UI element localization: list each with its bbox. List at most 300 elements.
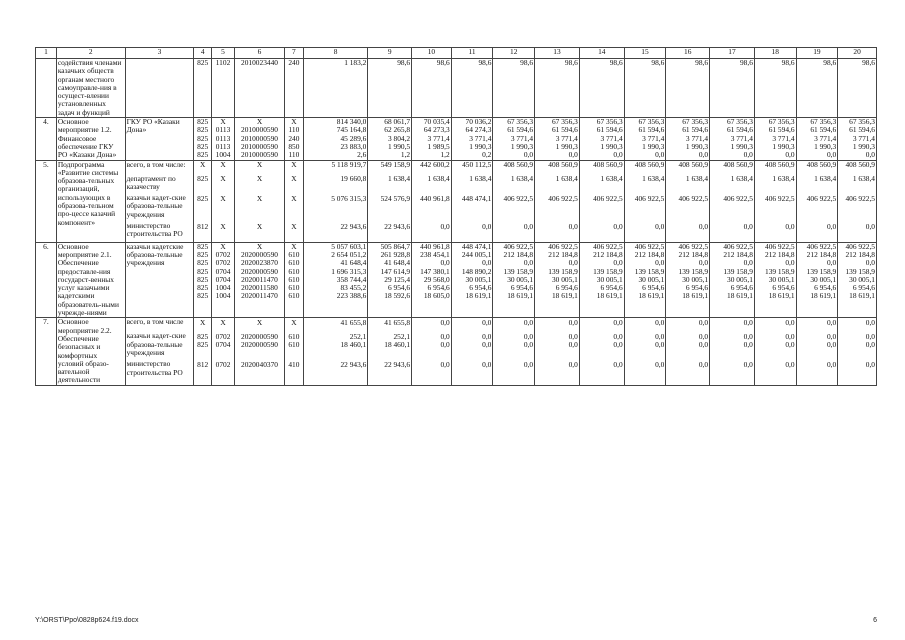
cell-value: 3 771,4 xyxy=(730,133,753,143)
value-cell xyxy=(412,160,452,242)
value-cell xyxy=(285,160,304,242)
cell-value: 139 158,9 xyxy=(634,266,665,276)
cell-value: 0,0 xyxy=(655,258,665,268)
value-cell xyxy=(412,318,452,385)
cell-value: 1004 xyxy=(215,291,231,301)
cell-value: 18 460,1 xyxy=(340,340,367,350)
cell-value: 41 648,4 xyxy=(384,258,411,268)
cell-value: 2020011470 xyxy=(241,291,278,301)
cell-value: 18 619,1 xyxy=(551,291,578,301)
cell-value: 812 xyxy=(197,221,209,231)
table-row xyxy=(36,59,877,118)
cell-value: 825 xyxy=(197,340,209,350)
cell-value: 139 158,9 xyxy=(806,266,837,276)
measure-name: Основное мероприятие 1.2. Финансовое обеспечение ГКУ РО «Казаки Дона» xyxy=(56,118,125,160)
value-cell xyxy=(710,118,755,160)
value-cell xyxy=(754,318,796,385)
cell-value: 406 922,5 xyxy=(765,193,795,203)
cell-value: X xyxy=(220,221,226,231)
value-cell xyxy=(368,242,412,318)
value-cell xyxy=(451,242,493,318)
cell-value: 825 xyxy=(197,274,209,284)
cell-value: 98,6 xyxy=(520,58,534,67)
cell-value: 825 xyxy=(197,174,209,184)
value-cell xyxy=(303,118,368,160)
value-cell xyxy=(838,59,877,118)
cell-value: 0,0 xyxy=(826,150,837,160)
cell-value: 6 954,6 xyxy=(642,283,665,293)
cell-value: 825 xyxy=(197,266,209,276)
cell-value: 3 771,4 xyxy=(852,133,875,143)
value-cell xyxy=(624,118,666,160)
cell-value: X xyxy=(256,221,263,231)
cell-value: 825 xyxy=(197,58,209,67)
cell-value: 0,0 xyxy=(785,331,795,341)
cell-value: 0,0 xyxy=(523,359,534,369)
column-header: 14 xyxy=(579,48,624,59)
cell-value: X xyxy=(220,193,226,203)
value-cell xyxy=(754,160,796,242)
cell-value: 240 xyxy=(288,58,300,67)
value-cell xyxy=(838,118,877,160)
cell-value: 147 380,1 xyxy=(420,266,450,276)
value-cell xyxy=(368,160,412,242)
cell-value: 0,0 xyxy=(865,221,875,231)
cell-value: 825 xyxy=(197,150,209,160)
cell-value: 2,6 xyxy=(357,150,367,160)
value-cell xyxy=(579,242,624,318)
cell-value: 62 265,8 xyxy=(384,125,411,135)
cell-value: 0,0 xyxy=(865,331,875,341)
cell-value: 448 474,1 xyxy=(461,193,492,203)
cell-value: 22 943,6 xyxy=(384,359,411,369)
cell-value: 139 158,9 xyxy=(678,266,709,276)
value-cell xyxy=(412,242,452,318)
measure-name: содействия членами казачьих обществ органам местного самоуправле-ния в осущест-влении установленных задач и функций xyxy=(56,59,125,118)
value-cell xyxy=(493,318,535,385)
value-cell xyxy=(579,59,624,118)
cell-value: 0702 xyxy=(215,249,231,259)
cell-value: 610 xyxy=(288,258,300,268)
value-cell xyxy=(451,59,493,118)
cell-value: 1102 xyxy=(215,58,231,67)
header-row xyxy=(36,48,877,59)
executor-cell: ГКУ РО «Казаки Дона» xyxy=(125,118,194,160)
cell-value: 3 804,2 xyxy=(387,133,411,143)
value-cell xyxy=(493,242,535,318)
cell-value: 0,0 xyxy=(743,359,753,369)
cell-value: 0,0 xyxy=(482,340,492,350)
cell-value: 3 771,4 xyxy=(642,133,665,143)
cell-value: 0,0 xyxy=(865,317,875,327)
cell-value: 3 771,4 xyxy=(469,133,492,143)
column-header: 5 xyxy=(212,48,235,59)
value-cell xyxy=(838,242,877,318)
cell-value: 524 576,9 xyxy=(380,193,411,203)
cell-value: 1 990,3 xyxy=(469,141,492,151)
cell-value: 0,0 xyxy=(482,221,492,231)
cell-value: 0,0 xyxy=(826,331,837,341)
cell-value: 3 771,4 xyxy=(814,133,837,143)
cell-value: 61 594,6 xyxy=(768,125,795,135)
cell-value: 0,0 xyxy=(698,317,709,327)
cell-value: 1 990,3 xyxy=(852,141,875,151)
cell-value: X xyxy=(220,317,226,327)
cell-value: 0702 xyxy=(215,331,231,341)
value-cell xyxy=(535,59,580,118)
cell-value: 1 638,4 xyxy=(510,174,534,184)
column-header: 11 xyxy=(451,48,493,59)
cell-value: 45 289,6 xyxy=(340,133,367,143)
value-cell xyxy=(194,318,212,385)
cell-value: 406 922,5 xyxy=(806,242,837,251)
cell-value: 0,0 xyxy=(698,258,709,268)
cell-value: 3 771,4 xyxy=(600,133,623,143)
value-cell xyxy=(368,59,412,118)
cell-value: 61 594,6 xyxy=(551,125,578,135)
cell-value: 0,0 xyxy=(785,359,795,369)
cell-value: X xyxy=(291,174,297,184)
cell-value: 0113 xyxy=(215,125,231,135)
cell-value: 98,6 xyxy=(695,58,709,67)
cell-value: 406 922,5 xyxy=(723,242,753,251)
cell-value: 0,0 xyxy=(568,258,578,268)
cell-value: 1 990,3 xyxy=(685,141,709,151)
value-cell xyxy=(838,318,877,385)
cell-value: 610 xyxy=(288,340,300,350)
executor-group: министерство строительства РО xyxy=(126,359,183,377)
cell-value: 0,0 xyxy=(826,258,837,268)
column-header: 12 xyxy=(493,48,535,59)
value-cell xyxy=(212,118,235,160)
value-cell xyxy=(666,242,710,318)
value-cell xyxy=(194,118,212,160)
cell-value: 1 638,4 xyxy=(600,174,623,184)
cell-value: 408 560,9 xyxy=(806,160,837,170)
executor-cell xyxy=(125,160,194,242)
cell-value: 0,0 xyxy=(826,340,837,350)
cell-value: 408 560,9 xyxy=(503,160,534,170)
executor-group: всего, в том числе: xyxy=(126,160,186,169)
cell-value: 0,0 xyxy=(785,340,795,350)
value-cell xyxy=(451,118,493,160)
cell-value: 1 990,3 xyxy=(600,141,623,151)
executor-cell xyxy=(125,318,194,385)
cell-value: 2020040370 xyxy=(241,359,278,369)
cell-value: 0,0 xyxy=(523,340,534,350)
cell-value: 0,0 xyxy=(785,150,795,160)
cell-value: 1 990,3 xyxy=(814,141,837,151)
cell-value: 6 954,6 xyxy=(730,283,753,293)
cell-value: 0,0 xyxy=(568,340,578,350)
cell-value: 1 183,2 xyxy=(344,58,367,67)
cell-value: 0,0 xyxy=(743,221,753,231)
cell-value: X xyxy=(291,193,297,203)
value-cell xyxy=(579,318,624,385)
cell-value: 408 560,9 xyxy=(548,160,578,170)
cell-value: 406 922,5 xyxy=(678,242,709,251)
cell-value: 0,0 xyxy=(523,331,534,341)
cell-value: 18 619,1 xyxy=(507,291,534,301)
value-cell xyxy=(285,318,304,385)
value-cell xyxy=(535,318,580,385)
executor-group: департамент по казачеству xyxy=(126,173,176,191)
cell-value: 0,0 xyxy=(785,258,795,268)
cell-value: 0,0 xyxy=(568,331,578,341)
cell-value: 98,6 xyxy=(397,58,411,67)
cell-value: 825 xyxy=(197,117,209,127)
value-cell xyxy=(234,160,284,242)
cell-value: 408 560,9 xyxy=(593,160,623,170)
cell-value: 67 356,3 xyxy=(768,117,795,127)
cell-value: 825 xyxy=(197,283,209,293)
cell-value: 1004 xyxy=(215,283,231,293)
cell-value: 0,0 xyxy=(482,331,492,341)
value-cell xyxy=(303,59,368,118)
cell-value: 30 005,1 xyxy=(810,274,837,284)
cell-value: 825 xyxy=(197,125,209,135)
cell-value: 212 184,8 xyxy=(765,249,795,259)
cell-value: 1 638,4 xyxy=(555,174,578,184)
footer-file-path: Y:\ORST\Ppo\0828p624.f19.docx xyxy=(35,617,139,624)
cell-value: 110 xyxy=(288,150,300,160)
cell-value: 6 954,6 xyxy=(427,283,450,293)
cell-value: 98,6 xyxy=(436,58,450,67)
cell-value: 0113 xyxy=(215,133,231,143)
cell-value: 1 638,4 xyxy=(387,174,411,184)
cell-value: 0,0 xyxy=(785,221,795,231)
cell-value: 2010023440 xyxy=(241,58,278,67)
cell-value: 98,6 xyxy=(651,58,665,67)
column-header: 10 xyxy=(412,48,452,59)
cell-value: 0704 xyxy=(215,266,231,276)
cell-value: 244 005,1 xyxy=(461,249,492,259)
cell-value: 1 638,4 xyxy=(814,174,837,184)
cell-value: 18 460,1 xyxy=(384,340,411,350)
cell-value: X xyxy=(256,317,263,327)
cell-value: 0702 xyxy=(215,359,231,369)
cell-value: 68 061,7 xyxy=(384,117,411,127)
cell-value: 5 118 919,7 xyxy=(331,160,367,170)
value-cell xyxy=(412,118,452,160)
cell-value: 410 xyxy=(288,359,300,369)
cell-value: 814 340,0 xyxy=(336,117,367,127)
cell-value: 0,0 xyxy=(523,317,534,327)
measure-name: Основное мероприятие 2.2. Обеспечение безопасных и комфортных условий образо-вательной деятельности xyxy=(56,318,125,385)
cell-value: 64 273,3 xyxy=(423,125,450,135)
cell-value: 30 005,1 xyxy=(465,274,492,284)
cell-value: 2010000590 xyxy=(241,150,278,160)
cell-value: 41 655,8 xyxy=(384,317,411,327)
cell-value: 610 xyxy=(288,291,300,301)
cell-value: 408 560,9 xyxy=(723,160,753,170)
cell-value: 825 xyxy=(197,249,209,259)
value-cell xyxy=(535,118,580,160)
value-cell xyxy=(624,242,666,318)
value-cell xyxy=(754,242,796,318)
column-header: 4 xyxy=(194,48,212,59)
cell-value: 0,0 xyxy=(865,150,875,160)
cell-value: 0,0 xyxy=(743,340,753,350)
value-cell xyxy=(579,160,624,242)
cell-value: 18 592,6 xyxy=(384,291,411,301)
cell-value: 1 990,5 xyxy=(387,141,411,151)
cell-value: 0,0 xyxy=(440,258,450,268)
cell-value: 30 005,1 xyxy=(638,274,665,284)
cell-value: 0,0 xyxy=(613,331,623,341)
cell-value: 0,0 xyxy=(785,317,795,327)
value-cell xyxy=(666,59,710,118)
table-row xyxy=(36,118,877,160)
value-cell xyxy=(194,59,212,118)
cell-value: 825 xyxy=(197,133,209,143)
cell-value: X xyxy=(291,117,297,127)
cell-value: 549 158,9 xyxy=(380,160,411,170)
cell-value: 67 356,3 xyxy=(596,117,623,127)
cell-value: 0,0 xyxy=(655,331,665,341)
cell-value: 5 057 603,1 xyxy=(331,242,367,251)
executor-group: всего, в том числе xyxy=(126,317,184,327)
cell-value: X xyxy=(256,242,263,251)
value-cell xyxy=(796,59,838,118)
cell-value: 18 605,0 xyxy=(423,291,450,301)
cell-value: 212 184,8 xyxy=(723,249,753,259)
cell-value: 0,0 xyxy=(698,331,709,341)
cell-value: 610 xyxy=(288,331,300,341)
value-cell xyxy=(234,118,284,160)
cell-value: 6 954,6 xyxy=(555,283,578,293)
cell-value: 0,0 xyxy=(440,317,450,327)
cell-value: 825 xyxy=(197,258,209,268)
cell-value: 0,0 xyxy=(482,317,492,327)
column-header: 3 xyxy=(125,48,194,59)
cell-value: 61 594,6 xyxy=(638,125,665,135)
cell-value: 0,0 xyxy=(613,150,623,160)
cell-value: 0,0 xyxy=(655,340,665,350)
cell-value: 1,2 xyxy=(440,150,450,160)
cell-value: 139 158,9 xyxy=(548,266,578,276)
cell-value: 408 560,9 xyxy=(634,160,665,170)
cell-value: 212 184,8 xyxy=(845,249,875,259)
cell-value: 3 771,4 xyxy=(510,133,534,143)
cell-value: 3 771,4 xyxy=(555,133,578,143)
cell-value: 505 864,7 xyxy=(380,242,411,251)
cell-value: 148 890,2 xyxy=(461,266,492,276)
value-cell xyxy=(579,118,624,160)
cell-value: 406 922,5 xyxy=(593,242,623,251)
cell-value: 2 654 051,2 xyxy=(331,249,367,259)
cell-value: 98,6 xyxy=(823,58,837,67)
cell-value: 30 005,1 xyxy=(682,274,709,284)
cell-value: 30 005,1 xyxy=(849,274,875,284)
cell-value: 406 922,5 xyxy=(548,242,578,251)
cell-value: 64 274,3 xyxy=(465,125,492,135)
cell-value: 2010000590 xyxy=(241,141,278,151)
cell-value: 825 xyxy=(197,242,209,251)
value-cell xyxy=(754,59,796,118)
budget-table xyxy=(35,47,877,386)
cell-value: 3 771,4 xyxy=(685,133,709,143)
value-cell xyxy=(368,318,412,385)
cell-value: 223 388,6 xyxy=(336,291,367,301)
value-cell xyxy=(303,318,368,385)
cell-value: 812 xyxy=(197,359,209,369)
cell-value: 212 184,8 xyxy=(634,249,665,259)
cell-value: 2020000590 xyxy=(241,266,278,276)
executor-cell: казачьи кадетские образова-тельные учреждения xyxy=(125,242,194,318)
column-header: 1 xyxy=(36,48,57,59)
cell-value: 98,6 xyxy=(862,58,875,67)
value-cell xyxy=(710,242,755,318)
cell-value: 0,0 xyxy=(440,331,450,341)
cell-value: 2010000590 xyxy=(241,133,278,143)
executor-group: министерство строительства РО xyxy=(126,221,183,239)
cell-value: 18 619,1 xyxy=(465,291,492,301)
cell-value: 406 922,5 xyxy=(548,193,578,203)
cell-value: 83 455,2 xyxy=(340,283,367,293)
cell-value: 610 xyxy=(288,283,300,293)
cell-value: 850 xyxy=(288,141,300,151)
cell-value: 406 922,5 xyxy=(503,242,534,251)
cell-value: 408 560,9 xyxy=(845,160,875,170)
cell-value: 2020011580 xyxy=(241,283,278,293)
cell-value: X xyxy=(220,160,226,170)
value-cell xyxy=(796,118,838,160)
column-header: 17 xyxy=(710,48,755,59)
cell-value: 0,0 xyxy=(865,340,875,350)
cell-value: 1 638,4 xyxy=(469,174,492,184)
cell-value: 29 125,4 xyxy=(384,274,411,284)
cell-value: 61 594,6 xyxy=(682,125,709,135)
column-header: 18 xyxy=(754,48,796,59)
column-header: 6 xyxy=(234,48,284,59)
value-cell xyxy=(212,318,235,385)
cell-value: 0,0 xyxy=(698,340,709,350)
cell-value: 30 005,1 xyxy=(507,274,534,284)
footer-page-number: 6 xyxy=(873,617,877,624)
value-cell xyxy=(212,242,235,318)
cell-value: 358 744,4 xyxy=(336,274,367,284)
cell-value: 252,1 xyxy=(349,331,367,341)
cell-value: X xyxy=(256,160,263,170)
value-cell xyxy=(838,160,877,242)
cell-value: 212 184,8 xyxy=(806,249,837,259)
cell-value: 408 560,9 xyxy=(765,160,795,170)
value-cell xyxy=(493,59,535,118)
cell-value: 98,6 xyxy=(609,58,623,67)
cell-value: 448 474,1 xyxy=(461,242,492,251)
cell-value: 67 356,3 xyxy=(849,117,875,127)
cell-value: 406 922,5 xyxy=(765,242,795,251)
cell-value: 0,0 xyxy=(865,359,875,369)
cell-value: 18 619,1 xyxy=(727,291,753,301)
cell-value: 0,0 xyxy=(523,258,534,268)
cell-value: 825 xyxy=(197,331,209,341)
row-number: 4. xyxy=(36,118,57,160)
cell-value: 67 356,3 xyxy=(682,117,709,127)
cell-value: 825 xyxy=(197,291,209,301)
executor-group: казачьи кадет-ские образова-тельные учреждения xyxy=(126,193,186,219)
value-cell xyxy=(212,160,235,242)
cell-value: 261 928,8 xyxy=(380,249,411,259)
value-cell xyxy=(666,160,710,242)
value-cell xyxy=(624,160,666,242)
cell-value: 0,0 xyxy=(568,150,578,160)
value-cell xyxy=(194,160,212,242)
cell-value: 0,0 xyxy=(865,258,875,268)
cell-value: X xyxy=(256,193,263,203)
cell-value: 1 990,3 xyxy=(730,141,753,151)
